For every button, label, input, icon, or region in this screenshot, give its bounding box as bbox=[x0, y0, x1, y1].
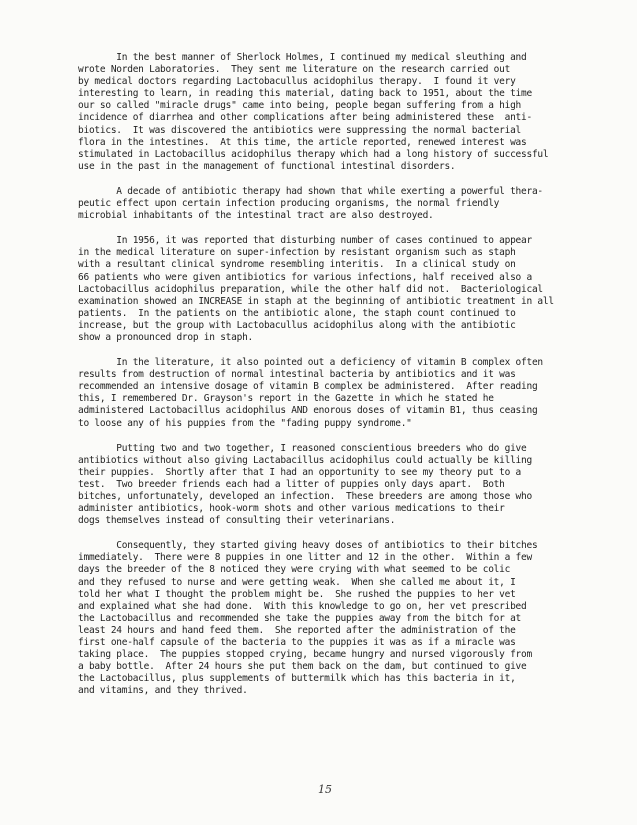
text-line: Lactobacillus acidophilus preparation, while the other half did not. Bacteriological bbox=[78, 283, 543, 295]
text-line: flora in the intestines. At this time, the article reported, renewed interest was bbox=[78, 136, 527, 148]
text-line: Consequently, they started giving heavy doses of antibiotics to their bitches bbox=[78, 540, 538, 552]
paragraph bbox=[78, 540, 630, 697]
text-line: biotics. It was discovered the antibiotics were suppressing the normal bacterial bbox=[78, 124, 522, 136]
text-line: wrote Norden Laboratories. They sent me literature on the research carried out bbox=[78, 64, 511, 76]
paragraph-gap bbox=[78, 173, 630, 186]
text-line: In 1956, it was reported that disturbing number of cases continued to appear bbox=[78, 235, 532, 247]
text-line: and they refused to nurse and were getting weak. When she called me about it, I bbox=[78, 576, 516, 588]
text-line: the Lactobacillus, plus supplements of buttermilk which has this bacteria in it, bbox=[78, 673, 516, 685]
text-line: this, I remembered Dr. Grayson's report in the Gazette in which he stated he bbox=[78, 393, 494, 405]
text-line: recommended an intensive dosage of vitamin B complex be administered. After reading bbox=[78, 381, 538, 393]
paragraph-gap bbox=[78, 527, 630, 540]
text-line: a baby bottle. After 24 hours she put them back on the dam, but continued to give bbox=[78, 661, 527, 673]
paragraph bbox=[78, 52, 630, 173]
page-number: 15 bbox=[318, 783, 332, 796]
text-line: in the medical literature on super-infection by resistant organism such as staph bbox=[78, 247, 516, 259]
text-line: examination showed an INCREASE in staph at the beginning of antibiotic treatment in all bbox=[78, 295, 554, 307]
paragraph bbox=[78, 235, 630, 344]
text-line: immediately. There were 8 puppies in one litter and 12 in the other. Within a few bbox=[78, 552, 532, 564]
text-line: peutic effect upon certain infection producing organisms, the normal friendly bbox=[78, 198, 500, 210]
body-text bbox=[78, 52, 630, 698]
text-line: results from destruction of normal intestinal bacteria by antibiotics and it was bbox=[78, 369, 516, 381]
paragraph bbox=[78, 443, 630, 528]
text-line: with a resultant clinical syndrome resembling interitis. In a clinical study on bbox=[78, 259, 516, 271]
text-line: incidence of diarrhea and other complications after being administered these anti- bbox=[78, 112, 532, 124]
paragraph-gap bbox=[78, 430, 630, 443]
text-line: by medical doctors regarding Lactobacullus acidophilus therapy. I found it very bbox=[78, 76, 516, 88]
text-line: administered Lactobacillus acidophilus AND enorous doses of vitamin B1, thus ceasing bbox=[78, 405, 538, 417]
text-line: and vitamins, and they thrived. bbox=[78, 685, 248, 697]
text-line: increase, but the group with Lactobacullus acidophilus along with the antibiotic bbox=[78, 319, 516, 331]
text-line: least 24 hours and hand feed them. She reported after the administration of the bbox=[78, 624, 516, 636]
paragraph bbox=[78, 186, 630, 222]
text-line: administer antibiotics, hook-worm shots and other various medications to their bbox=[78, 503, 505, 515]
text-line: the Lactobacillus and recommended she take the puppies away from the bitch for at bbox=[78, 612, 522, 624]
text-line: interesting to learn, in reading this material, dating back to 1951, about the time bbox=[78, 88, 532, 100]
text-line: show a pronounced drop in staph. bbox=[78, 331, 254, 343]
text-line: first one-half capsule of the bacteria to the puppies it was as if a miracle was bbox=[78, 637, 516, 649]
text-line: patients. In the patients on the antibiotic alone, the staph count continued to bbox=[78, 307, 516, 319]
text-line: told her what I thought the problem might be. She rushed the puppies to her vet bbox=[78, 588, 516, 600]
text-line: microbial inhabitants of the intestinal tract are also destroyed. bbox=[78, 210, 434, 222]
paragraph-gap bbox=[78, 222, 630, 235]
text-line: antibiotics without also giving Lactabacillus acidophilus could actually be killing bbox=[78, 454, 532, 466]
text-line: bitches, unfortunately, developed an infection. These breeders are among those who bbox=[78, 491, 532, 502]
text-line: use in the past in the management of functional intestinal disorders. bbox=[78, 160, 456, 172]
paragraph-gap bbox=[78, 344, 630, 357]
text-line: and explained what she had done. With this knowledge to go on, her vet prescribed bbox=[78, 600, 527, 612]
text-line: test. Two breeder friends each had a litter of puppies only days apart. Both bbox=[78, 478, 505, 490]
text-line: days the breeder of the 8 noticed they were crying with what seemed to be colic bbox=[78, 564, 511, 576]
text-line: Putting two and two together, I reasoned conscientious breeders who do give bbox=[78, 442, 527, 454]
text-line: their puppies. Shortly after that I had an opportunity to see my theory put to a bbox=[78, 466, 522, 478]
text-line: 66 patients who were given antibiotics for various infections, half received also a bbox=[78, 271, 532, 283]
text-line: In the best manner of Sherlock Holmes, I continued my medical sleuthing and bbox=[78, 52, 527, 63]
text-line: our so called "miracle drugs" came into being, people began suffering from a high bbox=[78, 100, 522, 112]
text-line: dogs themselves instead of consulting their veterinarians. bbox=[78, 515, 396, 527]
paragraph bbox=[78, 357, 630, 430]
text-line: stimulated in Lactobacillus acidophilus therapy which had a long history of successful bbox=[78, 148, 549, 160]
text-line: A decade of antibiotic therapy had shown that while exerting a powerful thera- bbox=[78, 185, 543, 197]
text-line: to loose any of his puppies from the "fading puppy syndrome." bbox=[78, 417, 412, 429]
text-line: taking place. The puppies stopped crying, became hungry and nursed vigorously from bbox=[78, 649, 532, 661]
text-line: In the literature, it also pointed out a deficiency of vitamin B complex often bbox=[78, 357, 543, 369]
